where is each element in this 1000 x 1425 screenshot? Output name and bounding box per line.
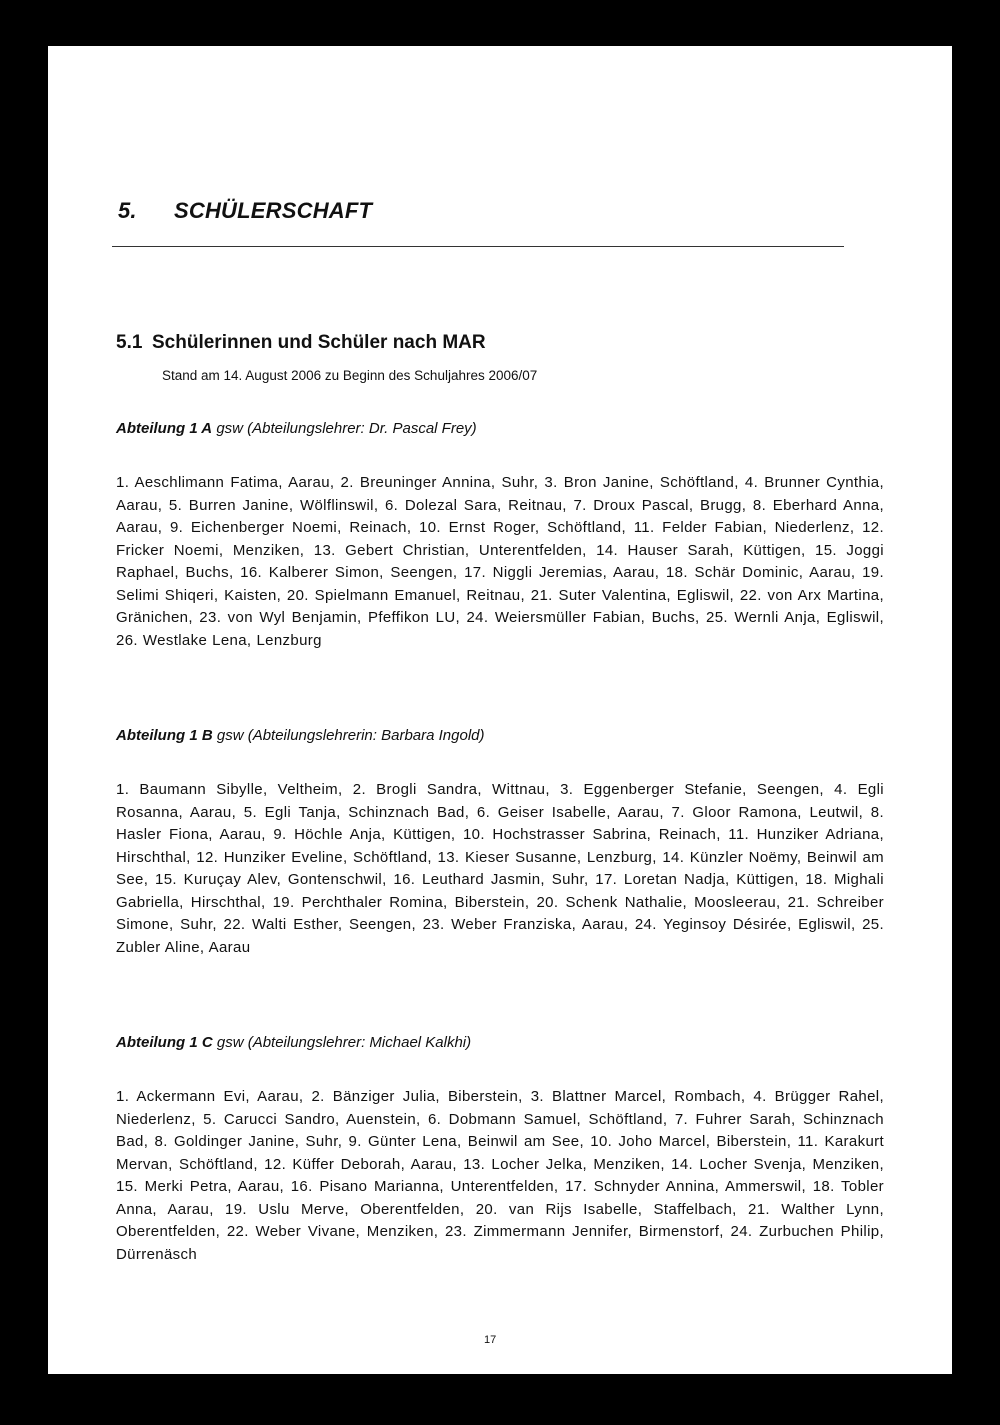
department-code: A xyxy=(201,420,213,437)
department-heading-1a xyxy=(116,420,477,437)
department-heading-1c xyxy=(116,1034,471,1051)
chapter-title xyxy=(118,198,372,224)
department-teacher-note: gsw (Abteilungslehrer: Michael Kalkhi) xyxy=(216,1034,472,1051)
chapter-title-text: SCHÜLERSCHAFT xyxy=(174,198,373,223)
section-number: 5.1 xyxy=(116,332,143,353)
department-label: Abteilung 1 xyxy=(116,420,198,437)
department-heading-1b xyxy=(116,727,485,744)
department-teacher-note: gsw (Abteilungslehrerin: Barbara Ingold) xyxy=(216,727,485,744)
stand-note: Stand am 14. August 2006 zu Beginn des Schuljahres 2006/07 xyxy=(162,368,538,383)
section-title xyxy=(116,332,486,354)
department-label: Abteilung 1 xyxy=(116,1034,198,1051)
chapter-number: 5. xyxy=(118,198,137,223)
student-list-1a: 1. Aeschlimann Fatima, Aarau, 2. Breuninger Annina, Suhr, 3. Bron Janine, Schöftland, 4. Brunner Cynthia, Aarau, 5. Burren Janine, Wölflinswil, 6. Dolezal Sara, Reitnau, 7. Droux Pascal, Brugg, 8. Eberhard Anna, Aarau, 9. Eichenberger Noemi, Reinach, 10. Ernst Roger, Schöftland, 11. Felder Fabian, Niederlenz, 12. Fricker Noemi, Menziken, 13. Gebert Christian, Unterentfelden, 14. Hauser Sarah, Küttigen, 15. Joggi Raphael, Buchs, 16. Kalberer Simon, Seengen, 17. Niggli Jeremias, Aarau, 18. Schär Dominic, Aarau, 19. Selimi Shiqeri, Kaisten, 20. Spielmann Emanuel, Reitnau, 21. Suter Valentina, Egliswil, 22. von Arx Martina, Gränichen, 23. von Wyl Benjamin, Pfeffikon LU, 24. Weiersmüller Fabian, Buchs, 25. Wernli Anja, Egliswil, 26. Westlake Lena, Lenzburg xyxy=(116,474,884,649)
student-list-1c: 1. Ackermann Evi, Aarau, 2. Bänziger Julia, Biberstein, 3. Blattner Marcel, Rombach, 4. Brügger Rahel, Niederlenz, 5. Carucci Sandro, Auenstein, 6. Dobmann Samuel, Schöftland, 7. Fuhrer Sarah, Schinznach Bad, 8. Goldinger Janine, Suhr, 9. Günter Lena, Beinwil am See, 10. Joho Marcel, Biberstein, 11. Karakurt Mervan, Schöftland, 12. Küffer Deborah, Aarau, 13. Locher Jelka, Menziken, 14. Locher Svenja, Menziken, 15. Merki Petra, Aarau, 16. Pisano Marianna, Unterentfelden, 17. Schnyder Annina, Ammerswil, 18. Tobler Anna, Aarau, 19. Uslu Merve, Oberentfelden, 20. van Rijs Isabelle, Staffelbach, 21. Walther Lynn, Oberentfelden, 22. Weber Vivane, Menziken, 23. Zimmermann Jennifer, Birmenstorf, 24. Zurbuchen Philip, Dürrenäsch xyxy=(116,1088,884,1263)
department-label: Abteilung 1 xyxy=(116,727,198,744)
chapter-divider xyxy=(112,246,844,247)
document-page xyxy=(48,46,952,1374)
section-title-text: Schülerinnen und Schüler nach MAR xyxy=(152,332,486,353)
department-teacher-note: gsw (Abteilungslehrer: Dr. Pascal Frey) xyxy=(216,420,477,437)
department-code: C xyxy=(201,1034,213,1051)
page-number: 17 xyxy=(484,1334,497,1346)
department-code: B xyxy=(201,727,213,744)
student-list-1b: 1. Baumann Sibylle, Veltheim, 2. Brogli Sandra, Wittnau, 3. Eggenberger Stefanie, Seengen, 4. Egli Rosanna, Aarau, 5. Egli Tanja, Schinznach Bad, 6. Geiser Isabelle, Aarau, 7. Gloor Ramona, Leutwil, 8. Hasler Fiona, Aarau, 9. Höchle Anja, Küttigen, 10. Hochstrasser Sabrina, Reinach, 11. Hunziker Adriana, Hirschthal, 12. Hunziker Eveline, Schöftland, 13. Kieser Susanne, Lenzburg, 14. Künzler Noëmy, Beinwil am See, 15. Kuruçay Alev, Gontenschwil, 16. Leuthard Jasmin, Suhr, 17. Loretan Nadja, Küttigen, 18. Mighali Gabriella, Hirschthal, 19. Perchthaler Romina, Biberstein, 20. Schenk Nathalie, Moosleerau, 21. Schreiber Simone, Suhr, 22. Walti Esther, Seengen, 23. Weber Franziska, Aarau, 24. Yeginsoy Désirée, Egliswil, 25. Zubler Aline, Aarau xyxy=(116,781,884,956)
